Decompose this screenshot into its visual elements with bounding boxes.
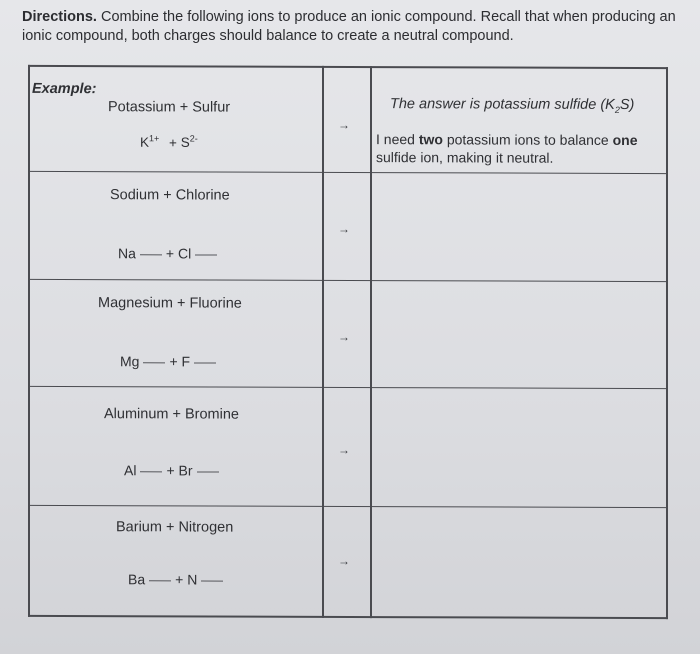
- explain-bold-two: two: [418, 131, 443, 148]
- example-arrow: →: [338, 117, 350, 133]
- ion-2-symbol: S: [180, 134, 190, 150]
- row-magnesium-fluorine: [28, 279, 668, 388]
- row-elements: Aluminum + Bromine: [104, 406, 239, 423]
- plus-sign: +: [169, 353, 178, 370]
- ion-2-symbol: N: [187, 571, 198, 588]
- ion-1-symbol: Mg: [120, 353, 140, 370]
- example-explanation: [376, 130, 666, 167]
- row-barium-nitrogen: [28, 505, 668, 617]
- ion-1-symbol: Al: [124, 462, 137, 479]
- directions-body: Combine the following ions to produce an ionic compound. Recall that when producing an ionic compound, both charges should balance to create a neutral compound.: [22, 9, 676, 44]
- explain-text-2: potassium ions to balance: [442, 131, 613, 148]
- ion-2-symbol: Cl: [177, 245, 192, 262]
- ion-1-symbol: K: [140, 134, 150, 150]
- row-ions: [120, 353, 220, 369]
- row-elements: Magnesium + Fluorine: [98, 295, 242, 312]
- plus-sign: +: [165, 245, 175, 262]
- example-label: Example:: [32, 80, 97, 98]
- plus-sign: +: [175, 571, 184, 588]
- row-ions: [124, 462, 223, 478]
- row-arrow: →: [338, 221, 350, 237]
- charge-blank-2[interactable]: [197, 471, 219, 473]
- example-elements: Potassium + Sulfur: [108, 99, 231, 116]
- row-ions: [128, 571, 227, 587]
- answer-suffix: S): [619, 96, 635, 113]
- answer-subscript: 2: [614, 104, 620, 115]
- row-ions: [118, 245, 221, 261]
- ion-2-charge: 2-: [189, 133, 198, 144]
- charge-blank-2[interactable]: [201, 580, 223, 582]
- ion-1-symbol: Ba: [128, 571, 146, 588]
- answer-prefix: The answer is potassium sulfide (K: [390, 96, 615, 113]
- explain-text-3: sulfide ion, making it neutral.: [376, 149, 554, 166]
- answer-cell[interactable]: [372, 280, 666, 387]
- row-arrow: →: [338, 442, 350, 458]
- explain-bold-one: one: [612, 131, 638, 149]
- directions-label: Directions.: [22, 9, 97, 25]
- row-elements: Barium + Nitrogen: [116, 519, 234, 536]
- charge-blank-1[interactable]: [143, 362, 165, 364]
- plus-sign: +: [166, 462, 175, 479]
- example-ions: [140, 133, 198, 150]
- answer-cell[interactable]: [372, 387, 666, 506]
- explain-text-1: I need: [376, 131, 419, 148]
- charge-blank-2[interactable]: [194, 362, 216, 364]
- charge-blank-1[interactable]: [140, 254, 162, 256]
- answer-cell[interactable]: [372, 172, 666, 279]
- ion-2-symbol: F: [181, 353, 191, 370]
- directions-text: [22, 8, 682, 46]
- plus-sign: +: [169, 134, 177, 150]
- ion-1-charge: 1+: [149, 133, 160, 144]
- charge-blank-1[interactable]: [140, 471, 162, 473]
- ion-2-symbol: Br: [178, 462, 193, 479]
- row-sodium-chlorine: [28, 171, 668, 281]
- worksheet-table: [28, 65, 668, 619]
- ion-1-symbol: Na: [118, 245, 136, 262]
- row-elements: Sodium + Chlorine: [110, 187, 230, 204]
- row-aluminum-bromine: [28, 386, 668, 507]
- row-arrow: →: [338, 329, 350, 345]
- charge-blank-1[interactable]: [149, 580, 171, 582]
- charge-blank-2[interactable]: [195, 254, 217, 256]
- example-answer: [390, 96, 634, 115]
- row-arrow: →: [338, 553, 350, 569]
- answer-cell[interactable]: [372, 506, 666, 615]
- example-row: [28, 65, 668, 173]
